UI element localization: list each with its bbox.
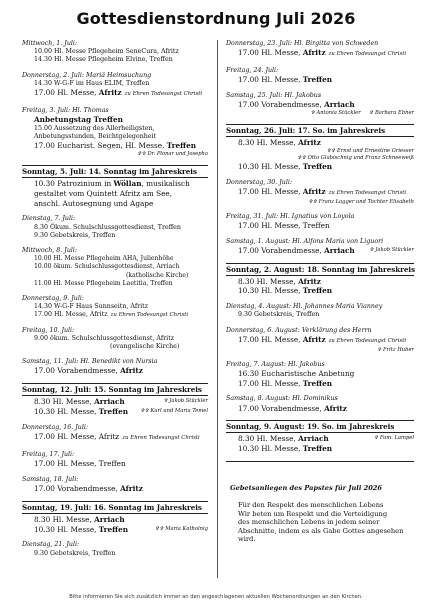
page-title: Gottesdienstordnung Juli 2026 — [76, 9, 356, 28]
entry-line: 9.30 Gebetskreis, Treffen — [238, 311, 320, 319]
entry-17-juli — [22, 451, 208, 469]
left-column — [22, 40, 208, 565]
entry-heading: Donnerstag, 23. Juli: Hl. Birgitta von Schweden — [226, 40, 379, 47]
entry-line: 11.00 Hl. Messe Pflegeheim Laetitia, Treffen — [34, 279, 173, 287]
entry-line: anschl. Autosegnung und Agape — [34, 198, 154, 208]
entry-heading: Samstag, 1. August: Hl. Alfons Maria von Liguori — [226, 237, 384, 245]
entry-heading: Donnerstag, 16. Juli: — [22, 423, 88, 431]
entry-line: 8.30 Ökum. Schulschlussgottesdienst, Treffen — [34, 223, 181, 231]
entry-line: 9.00 ökum. Schulschlussgottesdienst, Afritz — [34, 334, 175, 342]
entry-heading: Dienstag, 4. August: Hl. Johannes Maria Vianney — [226, 303, 383, 311]
entry-line: 14.30 Hl. Messe Pflegeheim Elvine, Treffen — [34, 56, 173, 64]
entry-heading: Samstag, 25. Juli: Hl. Jakobus — [226, 92, 322, 99]
entry-line: 8.30 Hl. Messe, Arriach ✞ Jakob Stückler — [34, 397, 208, 407]
entry-heading: Mittwoch, 1. Juli: — [22, 40, 78, 47]
right-column — [226, 40, 414, 544]
sunday-5-juli — [22, 165, 208, 208]
entry-heading: Donnerstag, 30. Juli: — [226, 178, 292, 186]
entry-line: (evangelische Kirche) — [110, 343, 180, 351]
entry-9-juli — [22, 295, 208, 320]
entry-25-juli — [226, 92, 414, 117]
intention-note: ✞✞ Otto Glabischnig und Franz Schneeweiß — [297, 154, 414, 161]
entry-line: 17.00 Hl. Messe, Afritz zu Ehren Todesangst Christi — [238, 186, 407, 196]
entry-7-juli — [22, 215, 208, 240]
sunday-heading: Sonntag, 19. Juli: 16. Sonntag im Jahreskreis — [22, 501, 208, 514]
sunday-2-august — [226, 263, 414, 297]
entry-heading: Freitag, 24. Juli: — [226, 67, 279, 74]
entry-line: 17.00 Vorabendmesse, Arriach ✞ Jakob Stückler — [238, 245, 414, 255]
entry-16-juli — [22, 424, 208, 444]
prayer-intention-title: Gebetsanliegen des Papstes für Juli 2026 — [230, 483, 382, 492]
entry-heading: Donnerstag, 6. August: Verklärung des Herrn — [226, 326, 372, 334]
entry-heading: Donnerstag, 2. Juli: Mariä Heimsuchung — [22, 71, 152, 79]
entry-line: (katholische Kirche) — [126, 271, 189, 279]
entry-line: 10.30 Hl. Messe, Treffen — [238, 161, 333, 171]
entry-line: 10.00 Hl. Messe Pflegeheim AHA, Julienhöhe — [34, 255, 174, 263]
entry-line: 10.30 Hl. Messe, Treffen — [238, 444, 333, 454]
entry-line: 17.00 Vorabendmesse, Afritz — [34, 366, 143, 376]
intention-note: ✞ Jakob Stückler — [369, 246, 414, 253]
entry-21-juli — [22, 541, 208, 557]
entry-line: 17.00 Hl. Messe, Treffen — [34, 459, 126, 469]
intention-note: ✞✞ Maria Katholnig — [154, 525, 208, 532]
sunday-heading: Sonntag, 12. Juli: 15. Sonntag im Jahreskreis — [22, 383, 208, 396]
intention-note: ✞ Fam. Lampel — [373, 435, 414, 442]
entry-line: 10.30 Hl. Messe, Treffen ✞✞ Maria Katholnig — [34, 524, 208, 534]
sunday-heading: Sonntag, 2. August: 18. Sonntag im Jahreskreis — [226, 264, 416, 274]
sunday-9-august — [226, 420, 414, 454]
sunday-26-juli — [226, 124, 414, 172]
entry-line: 8.30 Hl. Messe, Afritz — [238, 276, 321, 286]
entry-18-juli — [22, 476, 208, 494]
sunday-heading: Sonntag, 5. Juli: 14. Sonntag im Jahreskreis — [22, 165, 208, 178]
entry-heading: Dienstag, 7. Juli: — [22, 215, 76, 223]
entry-6-august — [226, 327, 414, 354]
intention-note: ✞ Fritz Huber — [377, 346, 414, 353]
entry-heading: Donnerstag, 9. Juli: — [22, 295, 84, 303]
entry-line: 17.00 Hl. Messe, Afritz zu Ehren Todesangst Christi — [34, 311, 189, 319]
entry-line: 8.30 Hl. Messe, Arriach ✞ Fam. Lampel — [238, 434, 414, 444]
entry-line: 10.00 Hl. Messe Pflegeheim SeneCura, Afritz — [34, 48, 179, 56]
entry-heading: Freitag, 17. Juli: — [22, 450, 75, 458]
entry-24-juli — [226, 67, 414, 85]
entry-line: 8.30 Hl. Messe, Afritz — [238, 138, 321, 147]
entry-heading: Samstag, 18. Juli: — [22, 475, 79, 483]
entry-line: 10.30 Patrozinium in Wöllan, musikalisch — [34, 179, 190, 189]
entry-line: 17.00 Eucharist. Segen, Hl. Messe, Treffen — [34, 141, 197, 151]
entry-30-juli — [226, 179, 414, 206]
entry-heading: Samstag, 8. August: Hl. Dominikus — [226, 395, 338, 403]
entry-line: 16.30 Eucharistische Anbetung — [238, 368, 355, 378]
entry-line: 9.30 Gebetskreis, Treffen — [34, 231, 116, 239]
entry-8-august — [226, 395, 414, 413]
entry-line: 9.30 Gebetskreis, Treffen — [34, 549, 116, 557]
footer-note: Bitte informieren Sie sich zusätzlich immer an den angeschlagenen aktuellen Wochenordnungen an den Kirchen. — [69, 594, 363, 600]
entry-10-juli — [22, 327, 208, 352]
prayer-intention-text: Für den Respekt des menschlichen Lebens Wir beten um Respekt und die Verteidigung des menschlichen Lebens in jedem seiner Abschnitte, indem es als Gabe Gottes angesehen wird. — [238, 500, 404, 544]
entry-heading: Dienstag, 21. Juli: — [22, 541, 80, 549]
intention-note: ✞✞ Franz Lagger und Tochter Elisabeth — [308, 198, 414, 205]
entry-heading: Freitag, 7. August: Hl. Jakobus — [226, 360, 325, 368]
entry-heading: Samstag, 11. Juli: Hl. Benedikt von Nursia — [22, 358, 158, 366]
entry-line: Anbetungsstunden, Beichtgelegenheit — [34, 133, 157, 141]
entry-line: 17.00 Hl. Messe, Treffen — [238, 75, 333, 85]
entry-1-august — [226, 238, 414, 256]
entry-line: 17.00 Hl. Messe, Afritz zu Ehren Todesangst Christi — [238, 48, 407, 58]
intention-note: ✞✞ Dr. Plonar und Josepha — [137, 151, 208, 158]
entry-line: 15.00 Aussetzung des Allerheiligsten, — [34, 124, 155, 132]
entry-line: 10.00 ökum. Schulschlussgottesdienst, Arriach — [34, 263, 180, 271]
entry-11-juli — [22, 358, 208, 376]
section-divider — [226, 461, 414, 462]
entry-heading: Mittwoch, 8. Juli: — [22, 247, 78, 255]
entry-4-august — [226, 303, 414, 319]
entry-line: 10.30 Hl. Messe, Treffen ✞✞ Karl und Maria Temel — [34, 407, 208, 417]
entry-heading: Freitag, 31. Juli: Hl. Ignatius von Loyola — [226, 212, 355, 220]
entry-line: 8.30 Hl. Messe, Arriach — [34, 514, 125, 524]
entry-line: 17.00 Vorabendmesse, Afritz — [238, 403, 347, 413]
entry-line: 17.00 Hl. Messe, Treffen — [238, 378, 333, 388]
intention-note: ✞ Antonia Stückler ✞ Barbara Ebner — [310, 110, 414, 116]
intention-note: ✞✞ Ernst und Ernestine Griesser — [326, 147, 414, 154]
column-divider — [217, 40, 218, 578]
entry-line: 10.30 Hl. Messe, Treffen — [238, 286, 333, 296]
entry-line: 17.00 Hl. Messe, Afritz zu Ehren Todesangst Christi — [238, 334, 407, 344]
entry-line: 17.00 Vorabendmesse, Arriach — [238, 100, 355, 110]
entry-line: gestaltet vom Quintett Afritz am See, — [34, 188, 173, 198]
entry-heading: Freitag, 3. Juli: Hl. Thomas — [22, 106, 109, 114]
entry-line: 17.00 Vorabendmesse, Afritz — [34, 484, 143, 494]
intention-note: ✞✞ Karl und Maria Temel — [140, 408, 208, 415]
entry-line: 14.30 W-G-F im Haus ELIM, Treffen — [34, 79, 150, 87]
sunday-19-juli — [22, 501, 208, 535]
entry-7-august — [226, 361, 414, 389]
entry-1-juli — [22, 40, 208, 65]
sunday-12-juli — [22, 383, 208, 417]
entry-line: 17.00 Hl. Messe, Afritz zu Ehren Todesangst Christi — [34, 432, 200, 442]
entry-31-juli — [226, 213, 414, 231]
entry-23-juli — [226, 40, 414, 60]
entry-3-juli — [22, 107, 208, 158]
entry-line: 14.30 W-G-F Haus Sunnseitn, Afritz — [34, 303, 149, 311]
intention-note: ✞ Jakob Stückler — [163, 398, 208, 405]
entry-line: 17.00 Hl. Messe, Afritz zu Ehren Todesangst Christi — [34, 88, 203, 98]
entry-line: Anbetungstag Treffen — [34, 115, 123, 125]
sunday-heading: Sonntag, 26. Juli: 17. So. im Jahreskreis — [226, 124, 414, 137]
entry-line: 17.00 Hl. Messe, Treffen — [238, 220, 330, 230]
sunday-heading: Sonntag, 9. August: 19. So. im Jahreskreis — [226, 420, 414, 433]
entry-2-juli — [22, 72, 208, 100]
entry-heading: Freitag, 10. Juli: — [22, 326, 75, 334]
entry-8-juli — [22, 247, 208, 288]
